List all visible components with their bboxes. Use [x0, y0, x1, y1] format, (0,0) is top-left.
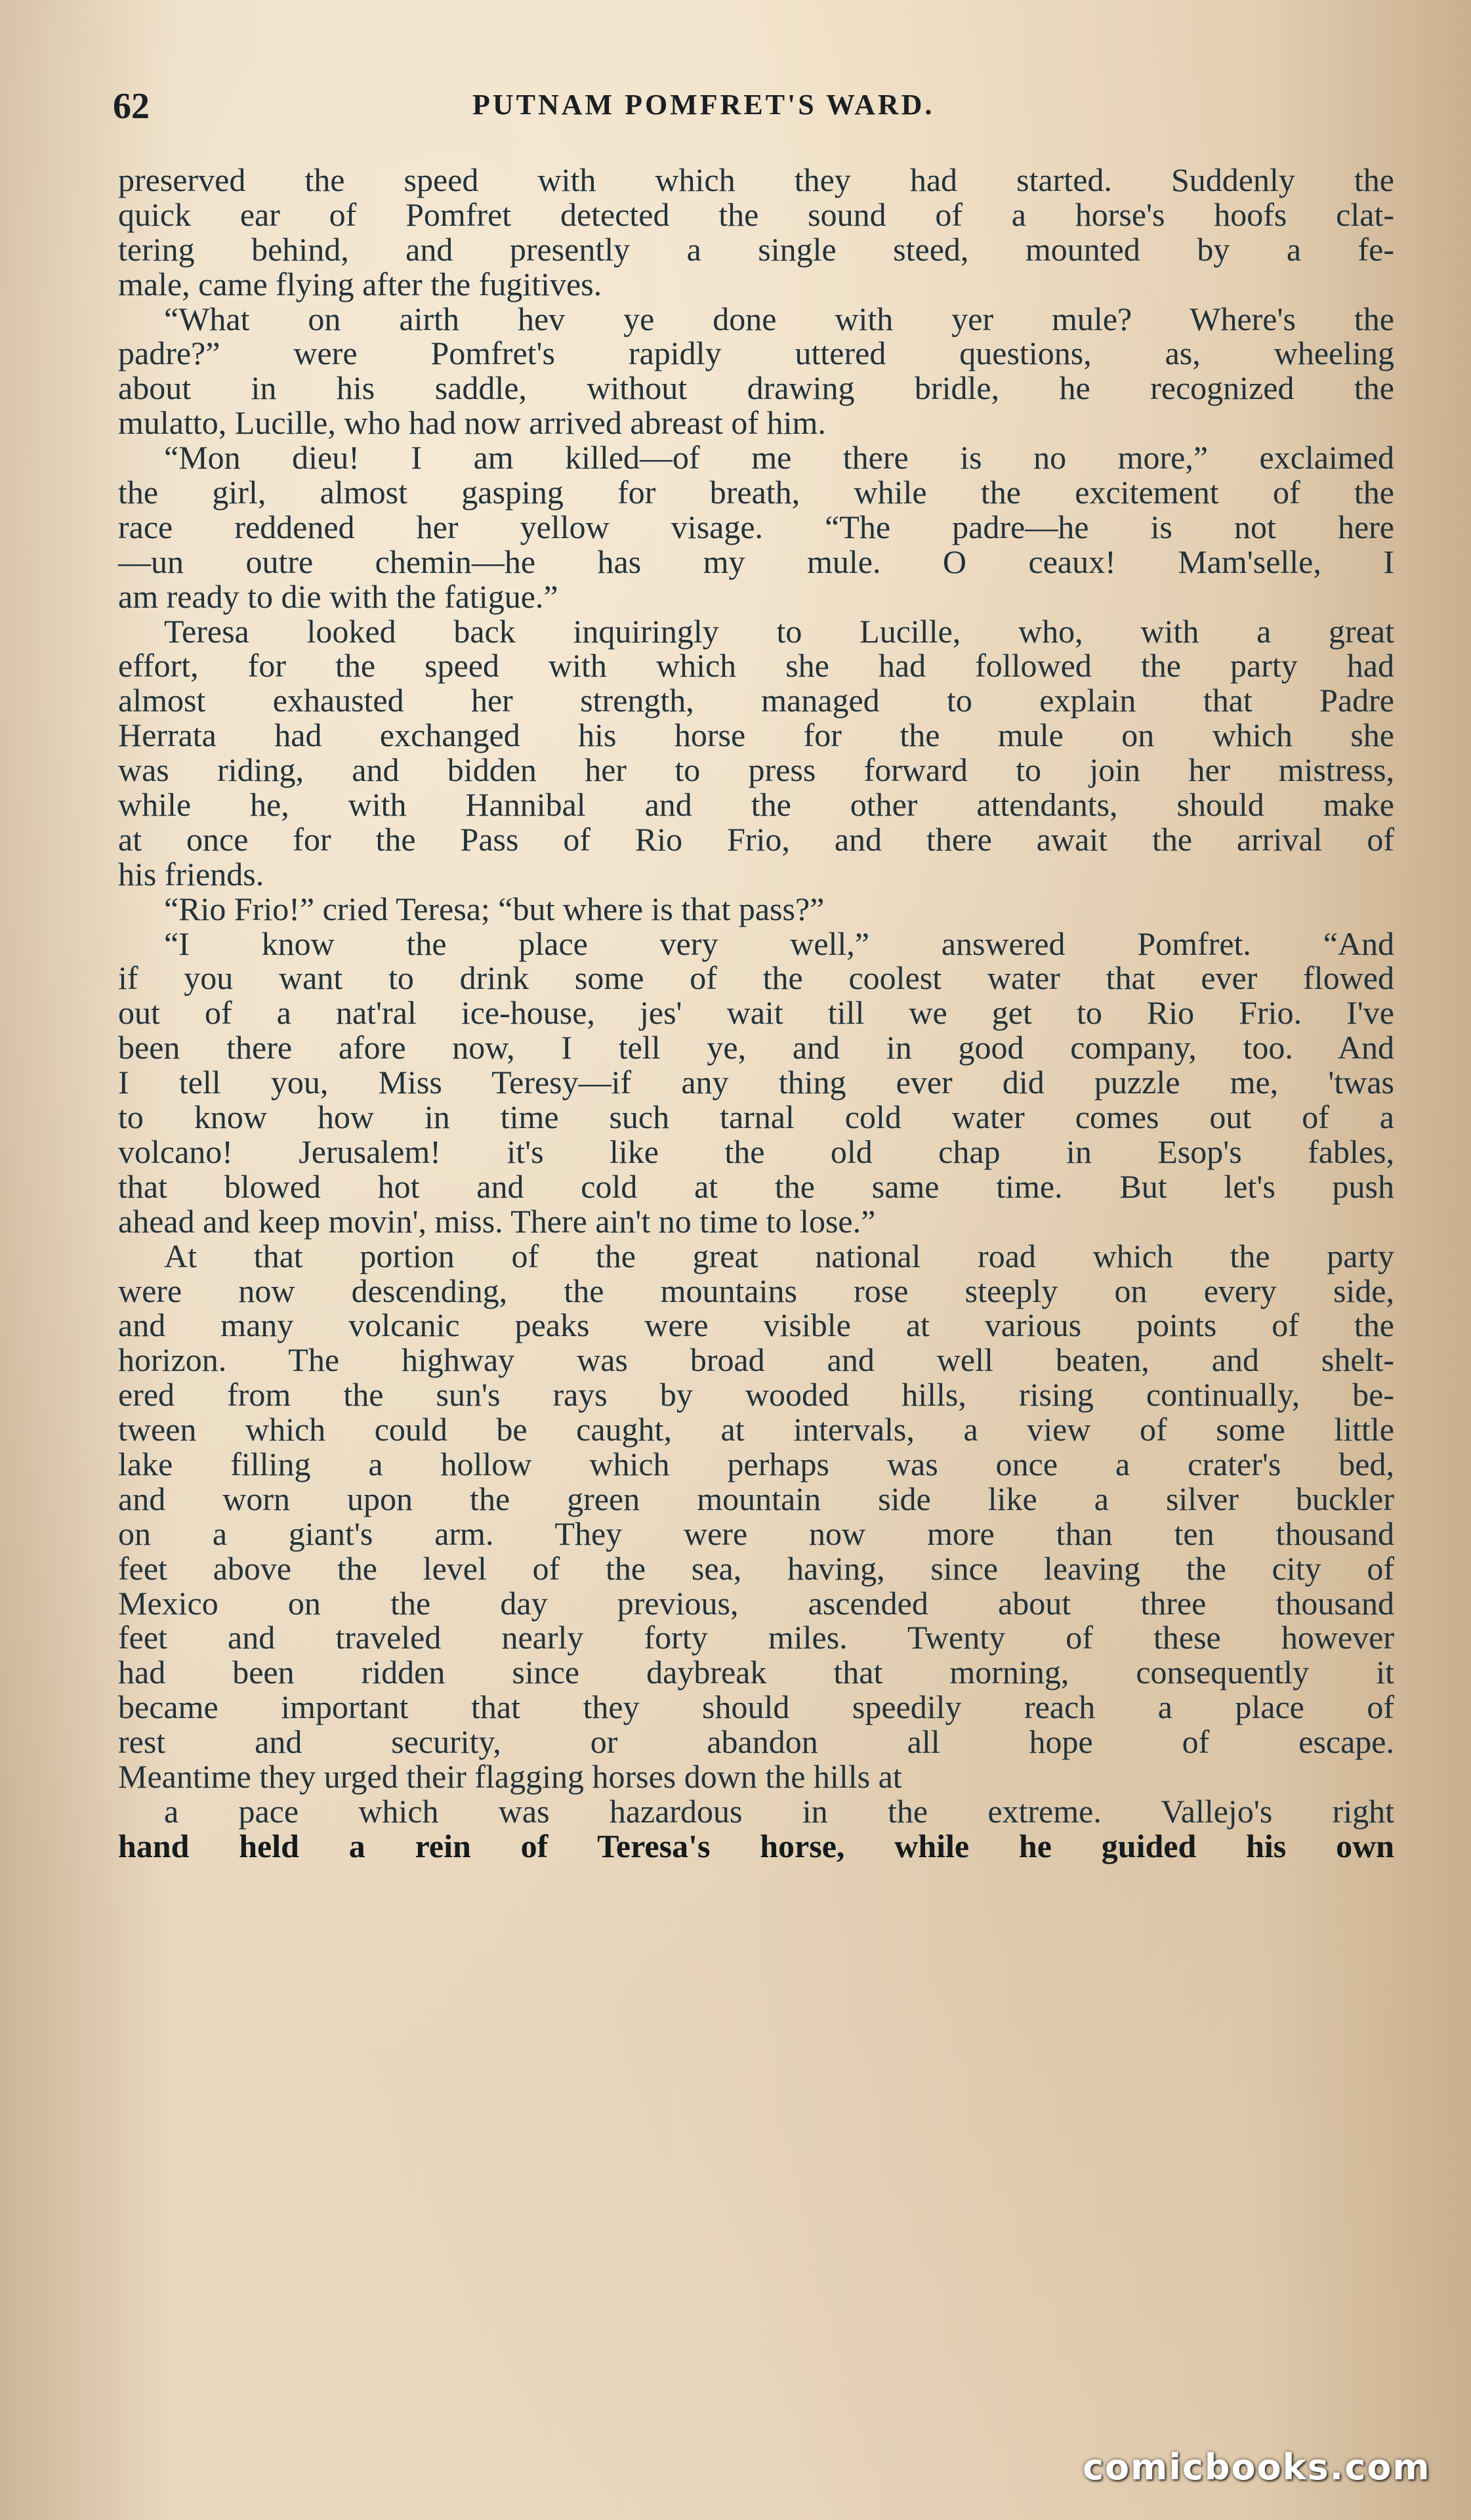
text-line: the girl, almost gasping for breath, while the excitement of the	[118, 474, 1394, 511]
text-line: Mexico on the day previous, ascended about three thousand	[118, 1584, 1394, 1622]
body-text	[118, 163, 1394, 1864]
text-line: padre?” were Pomfret's rapidly uttered questions, as, wheeling	[118, 335, 1394, 372]
text-line: Teresa looked back inquiringly to Lucille, who, with a great	[164, 612, 1394, 650]
text-line: a pace which was hazardous in the extreme. Vallejo's right	[164, 1792, 1394, 1830]
text-line: “What on airth hev ye done with yer mule? Where's the	[164, 300, 1394, 337]
text-line: at once for the Pass of Rio Frio, and there await the arrival of	[118, 820, 1394, 858]
text-line: were now descending, the mountains rose steeply on every side,	[118, 1272, 1394, 1309]
text-line: effort, for the speed with which she had followed the party had	[118, 647, 1394, 684]
text-line: quick ear of Pomfret detected the sound of a horse's hoofs clat-	[118, 196, 1394, 233]
text-line: volcano! Jerusalem! it's like the old chap in Esop's fables,	[118, 1133, 1394, 1170]
text-line: male, came flying after the fugitives.	[118, 265, 602, 303]
text-line: Herrata had exchanged his horse for the mule on which she	[118, 717, 1394, 754]
text-line: that blowed hot and cold at the same time. But let's push	[118, 1167, 1394, 1205]
text-line: was riding, and bidden her to press forward to join her mistress,	[118, 751, 1394, 789]
text-line: hand held a rein of Teresa's horse, while he guided his own	[118, 1827, 1394, 1864]
text-line: almost exhausted her strength, managed to explain that Padre	[118, 682, 1394, 719]
text-line: preserved the speed with which they had started. Suddenly the	[118, 161, 1394, 198]
text-line: had been ridden since daybreak that morning, consequently it	[118, 1654, 1394, 1691]
text-line: to know how in time such tarnal cold water comes out of a	[118, 1099, 1394, 1136]
text-line: and worn upon the green mountain side like a silver buckler	[118, 1480, 1394, 1517]
text-line: I tell you, Miss Teresy—if any thing ever did puzzle me, 'twas	[118, 1064, 1394, 1101]
text-line: mulatto, Lucille, who had now arrived abreast of him.	[118, 404, 826, 442]
text-line: lake filling a hollow which perhaps was once a crater's bed,	[118, 1445, 1394, 1482]
text-line: while he, with Hannibal and the other attendants, should make	[118, 786, 1394, 824]
text-line: out of a nat'ral ice-house, jes' wait till we get to Rio Frio. I've	[118, 994, 1394, 1032]
text-line: on a giant's arm. They were now more than ten thousand	[118, 1515, 1394, 1552]
text-line: and many volcanic peaks were visible at various points of the	[118, 1307, 1394, 1344]
text-line: feet above the level of the sea, having, since leaving the city of	[118, 1549, 1394, 1587]
text-line: “I know the place very well,” answered Pomfret. “And	[164, 925, 1394, 962]
text-line: horizon. The highway was broad and well beaten, and shelt-	[118, 1341, 1394, 1379]
text-line: race reddened her yellow visage. “The padre—he is not here	[118, 508, 1394, 545]
text-line: his friends.	[118, 855, 264, 892]
text-line: Meantime they urged their flagging horses down the hills at	[118, 1757, 902, 1795]
text-line: about in his saddle, without drawing bridle, he recognized the	[118, 369, 1394, 407]
running-head: PUTNAM POMFRET'S WARD.	[472, 89, 935, 121]
text-line: tering behind, and presently a single steed, mounted by a fe-	[118, 230, 1394, 268]
text-line: rest and security, or abandon all hope of escape.	[118, 1723, 1394, 1761]
text-line: became important that they should speedily reach a place of	[118, 1689, 1394, 1726]
text-line: am ready to die with the fatigue.”	[118, 578, 558, 615]
text-line: At that portion of the great national road which the party	[164, 1237, 1394, 1274]
text-line: ahead and keep movin', miss. There ain't no time to lose.”	[118, 1202, 876, 1240]
watermark-text: comicbooks.com	[1083, 2446, 1431, 2488]
text-line: “Mon dieu! I am killed—of me there is no more,” exclaimed	[164, 439, 1394, 476]
text-line: ered from the sun's rays by wooded hills, rising continually, be-	[118, 1376, 1394, 1414]
text-line: “Rio Frio!” cried Teresa; “but where is that pass?”	[164, 890, 825, 927]
text-line: —un outre chemin—he has my mule. O ceaux! Mam'selle, I	[118, 543, 1394, 580]
text-line: feet and traveled nearly forty miles. Twenty of these however	[118, 1619, 1394, 1656]
text-line: tween which could be caught, at intervals, a view of some little	[118, 1411, 1394, 1448]
page-header	[0, 77, 1471, 136]
text-line: if you want to drink some of the coolest water that ever flowed	[118, 959, 1394, 997]
page-number: 62	[113, 86, 150, 127]
text-line: been there afore now, I tell ye, and in good company, too. And	[118, 1029, 1394, 1066]
